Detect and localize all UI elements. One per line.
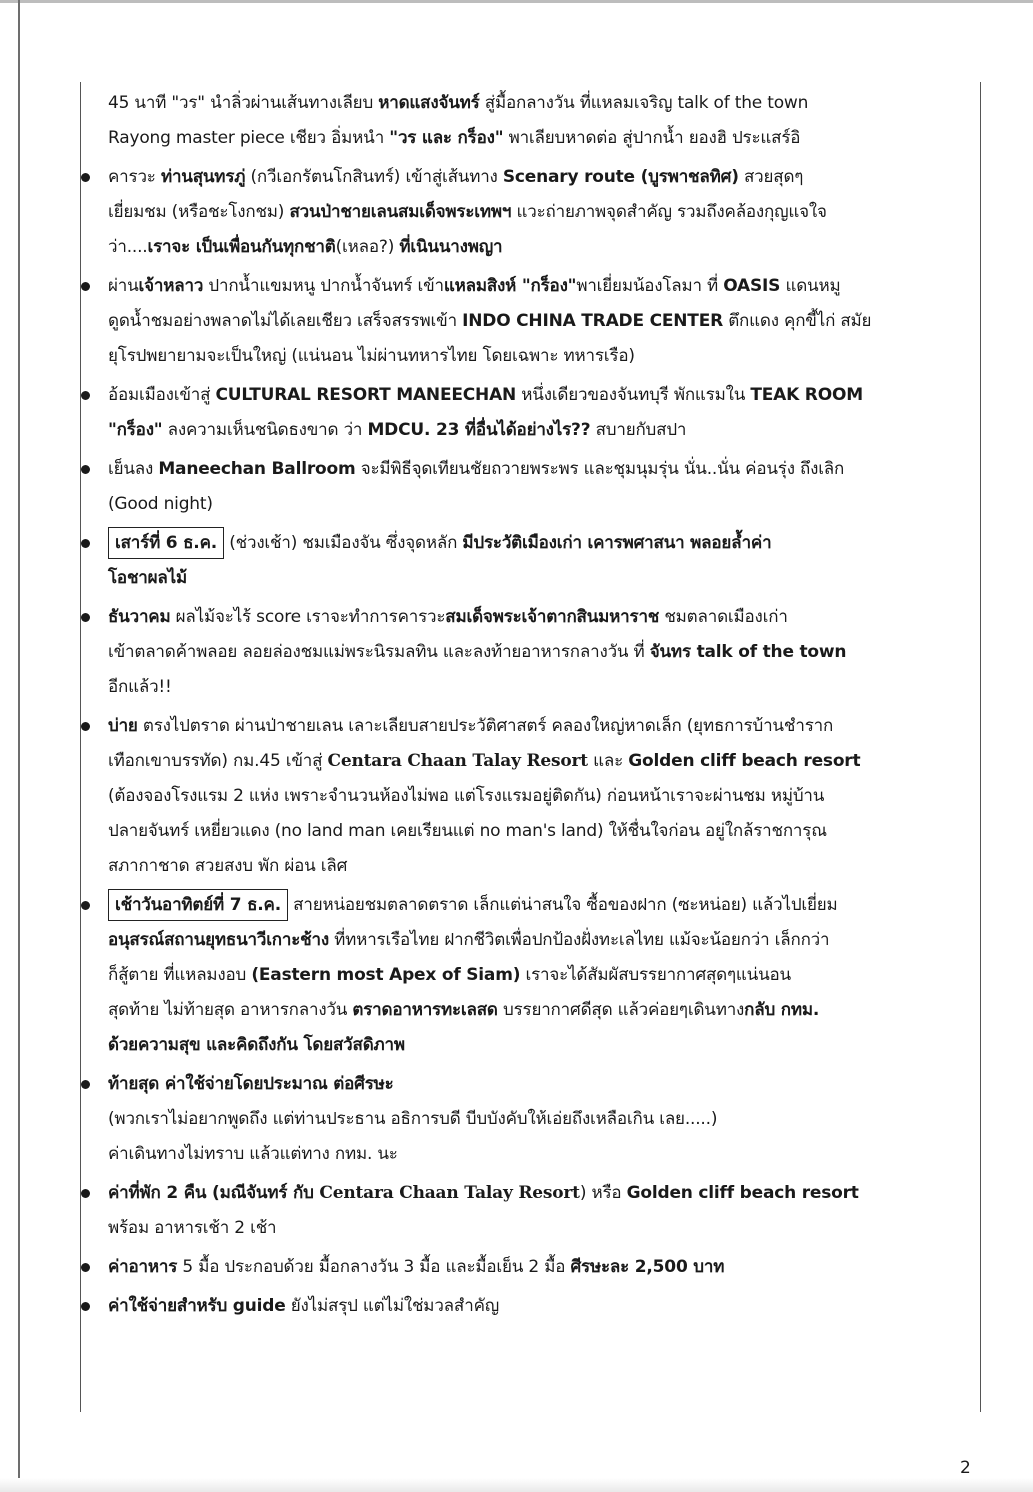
text-run: แวะถ่ายภาพจุดสำคัญ รวมถึงคล้องกุญแจใจ	[511, 202, 827, 222]
text-run: ยุโรปพยายามจะเป็นใหญ่ (แน่นอน ไม่ผ่านทหารไทย โดยเฉพาะ ทหารเรือ)	[108, 346, 635, 366]
text-run: (Eastern most Apex of Siam)	[251, 965, 521, 985]
text-run: ลงความเห็นชนิดธงขาด ว่า	[162, 420, 368, 440]
text-run: บรรยากาศดีสุด แล้วค่อยๆเดินทาง	[497, 1000, 745, 1020]
text-line	[108, 923, 958, 958]
text-run: ดูดน้ำชมอย่างพลาดไม่ได้เลยเชียว เสร็จสรรพเข้า	[108, 311, 463, 331]
text-run: จะมีพิธีจุดเทียนชัยถวายพระพร และชุมนุมรุ่น นั่น..นั่น ค่อนรุ่ง ถึงเลิก	[355, 459, 845, 479]
text-run: บ่าย	[108, 716, 138, 736]
document-body	[78, 86, 958, 1324]
text-run: สายหน่อยชมตลาดตราด เล็กแต่น่าสนใจ ซื้อของฝาก (ซะหน่อย) แล้วไปเยี่ยม	[287, 895, 838, 915]
text-run: TEAK ROOM	[750, 385, 863, 405]
text-run: ตึกแดง คุกขี้ไก่ สมัย	[723, 311, 872, 331]
text-line	[108, 744, 958, 779]
text-line	[108, 670, 958, 705]
page-top-edge	[0, 0, 1033, 3]
text-line	[108, 487, 958, 522]
text-run: เจ้าหลาว	[138, 276, 204, 296]
text-line	[108, 1176, 958, 1211]
text-run: สมเด็จพระเจ้าตากสินมหาราช	[445, 607, 660, 627]
text-run: MDCU. 23 ที่อื่นได้อย่างไร??	[367, 420, 591, 440]
text-run: จันทร talk of the town	[649, 642, 847, 662]
bullet-item	[78, 269, 958, 374]
text-run: ปากน้ำแขมหนู ปากน้ำจันทร์ เข้า	[203, 276, 444, 296]
bullet-item	[78, 1289, 958, 1324]
date-box: เช้าวันอาทิตย์ที่ 7 ธ.ค.	[108, 889, 288, 921]
scan-bottom-edge	[0, 1478, 1033, 1492]
bullet-item	[78, 1250, 958, 1285]
text-run: (ช่วงเช้า) ชมเมืองจัน ซึ่งจุดหลัก	[224, 533, 463, 553]
text-run: (ต้องจองโรงแรม 2 แห่ง เพราะจำนวนห้องไม่พอ แต่โรงแรมอยู่ติดกัน) ก่อนหน้าเราจะผ่านชม หมู่บ้าน	[108, 786, 825, 806]
text-line	[108, 1067, 958, 1102]
text-run: เทือกเขาบรรทัด) กม.45 เข้าสู่	[108, 751, 328, 771]
text-run: ผลไม้จะไร้ score เราจะทำการคารวะ	[170, 607, 446, 627]
text-run: Golden cliff beach resort	[626, 1183, 859, 1203]
text-run: โอชาผลไม้	[108, 568, 187, 588]
text-line	[108, 1028, 958, 1063]
text-run: เราจะ เป็นเพื่อนกันทุกชาติ	[147, 237, 336, 257]
text-run: ปลายจันทร์ เหยี่ยวแดง (no land man เคยเรียนแต่ no man's land) ให้ชื่นใจก่อน อยู่ใกล้ราชการุณ	[108, 821, 827, 841]
text-run: "วร และ กร็อง"	[389, 128, 504, 148]
text-run: อ้อมเมืองเข้าสู่	[108, 385, 216, 405]
bullet-dot-icon	[81, 1302, 90, 1311]
text-run: อนุสรณ์สถานยุทธนาวีเกาะช้าง	[108, 930, 329, 950]
text-line	[108, 121, 958, 156]
text-run: สบายกับสปา	[590, 420, 687, 440]
bullet-item	[78, 709, 958, 884]
text-run: แดนหมู	[780, 276, 841, 296]
bullet-item	[78, 1067, 958, 1172]
text-run: ที่เนินนางพญา	[399, 237, 503, 257]
text-run: ) หรือ	[579, 1183, 627, 1203]
text-line	[108, 452, 958, 487]
bullet-dot-icon	[81, 465, 90, 474]
text-run: ค่าอาหาร	[108, 1257, 178, 1277]
text-run: 45 นาที "วร" นำลิ่วผ่านเส้นทางเลียบ	[108, 93, 379, 113]
text-run: INDO CHINA TRADE CENTER	[462, 311, 723, 331]
text-line	[108, 779, 958, 814]
text-run: ท่านสุนทรภู่	[160, 167, 246, 187]
text-run: ที่ทหารเรือไทย ฝากชีวิตเพื่อปกป้องฝั่งทะเลไทย แม้จะน้อยกว่า เล็กกว่า	[328, 930, 830, 950]
text-line	[108, 888, 958, 923]
text-line	[108, 709, 958, 744]
bullet-item	[78, 452, 958, 522]
bullet-item	[78, 160, 958, 265]
text-run: อีกแล้ว!!	[108, 677, 172, 697]
text-run: ค่าใช้จ่ายสำหรับ guide	[108, 1296, 286, 1316]
bullet-item	[78, 888, 958, 1063]
text-line	[108, 635, 958, 670]
text-run: สู่มื้อกลางวัน ที่แหลมเจริญ talk of the town	[479, 93, 809, 113]
text-line	[108, 269, 958, 304]
text-run: และ	[587, 751, 629, 771]
text-line	[108, 526, 958, 561]
text-line	[108, 86, 958, 121]
bullet-dot-icon	[81, 1080, 90, 1089]
text-line	[108, 1102, 958, 1137]
text-line	[108, 561, 958, 596]
intro-paragraph	[108, 86, 958, 156]
text-line	[108, 600, 958, 635]
text-line	[108, 993, 958, 1028]
bullet-item	[78, 378, 958, 448]
text-line	[108, 230, 958, 265]
date-box: เสาร์ที่ 6 ธ.ค.	[108, 527, 224, 559]
text-line	[108, 195, 958, 230]
text-run: ชมตลาดเมืองเก่า	[659, 607, 788, 627]
bullet-dot-icon	[81, 173, 90, 182]
text-run: (กวีเอกรัตนโกสินทร์) เข้าสู่เส้นทาง	[245, 167, 503, 187]
text-line	[108, 304, 958, 339]
text-run: คารวะ	[108, 167, 161, 187]
text-run: ยังไม่สรุป แต่ไม่ใช่มวลสำคัญ	[285, 1296, 500, 1316]
text-run: Rayong master piece เชียว อิ่มหนำ	[108, 128, 390, 148]
text-line	[108, 1137, 958, 1172]
text-run: OASIS	[723, 276, 781, 296]
bullet-item	[78, 600, 958, 705]
right-margin-rule	[980, 82, 981, 1412]
text-run: ธันวาคม	[108, 607, 171, 627]
text-line	[108, 378, 958, 413]
text-run: ผ่าน	[108, 276, 139, 296]
text-line	[108, 849, 958, 884]
bullet-item	[78, 526, 958, 596]
text-run: สุดท้าย ไม่ท้ายสุด อาหารกลางวัน	[108, 1000, 353, 1020]
text-run: หาดแสงจันทร์	[378, 93, 480, 113]
text-line	[108, 1289, 958, 1324]
text-run: มีประวัติเมืองเก่า เคารพศาสนา พลอยล้ำค่า	[462, 533, 772, 553]
text-run: เราจะได้สัมผัสบรรยากาศสุดๆแน่นอน	[520, 965, 791, 985]
bullet-dot-icon	[81, 613, 90, 622]
text-run: ด้วยความสุข และคิดถึงกัน โดยสวัสดิภาพ	[108, 1035, 405, 1055]
text-line	[108, 160, 958, 195]
text-run: Maneechan Ballroom	[158, 459, 356, 479]
text-run: พร้อม อาหารเช้า 2 เช้า	[108, 1218, 277, 1238]
text-run: ค่าเดินทางไม่ทราบ แล้วแต่ทาง กทม. นะ	[108, 1144, 398, 1164]
text-run: ก็สู้ตาย ที่แหลมงอบ	[108, 965, 252, 985]
text-line	[108, 1211, 958, 1246]
text-run: (พวกเราไม่อยากพูดถึง แต่ท่านประธาน อธิการบดี บีบบังคับให้เอ่ยถึงเหลือเกิน เลย.....)	[108, 1109, 718, 1129]
text-line	[108, 1250, 958, 1285]
scan-left-edge	[18, 0, 20, 1492]
text-run: (เหลอ?)	[335, 237, 400, 257]
text-run: "กร็อง"	[108, 420, 163, 440]
text-run: พาเลียบหาดต่อ สู่ปากน้ำ ยองฮิ ประแสร์อิ	[503, 128, 801, 148]
text-line	[108, 339, 958, 374]
bullet-dot-icon	[81, 722, 90, 731]
text-line	[108, 958, 958, 993]
text-run: สภากาชาด สวยสงบ พัก ผ่อน เลิศ	[108, 856, 348, 876]
text-run: (Good night)	[108, 494, 213, 514]
text-run: ตรงไปตราด ผ่านป่าชายเลน เลาะเลียบสายประวัติศาสตร์ คลองใหญ่หาดเล็ก (ยุทธการบ้านชำราก	[137, 716, 834, 736]
text-run: Golden cliff beach resort	[628, 751, 861, 771]
bullet-dot-icon	[81, 901, 90, 910]
text-run: หนึ่งเดียวของจันทบุรี พักแรมใน	[516, 385, 751, 405]
text-run: สวยสุดๆ	[738, 167, 804, 187]
text-run: Centara Chaan Talay Resort	[327, 751, 588, 771]
bullet-item	[78, 1176, 958, 1246]
text-run: พาเยี่ยมน้องโลมา ที่	[576, 276, 724, 296]
text-run: CULTURAL RESORT MANEECHAN	[215, 385, 517, 405]
text-run: เย็นลง	[108, 459, 159, 479]
text-run: ค่าที่พัก 2 คืน (มณีจันทร์ กับ	[108, 1183, 320, 1203]
text-run: Scenary route (บูรพาชลทิศ)	[502, 167, 739, 187]
bullet-dot-icon	[81, 539, 90, 548]
text-run: ท้ายสุด ค่าใช้จ่ายโดยประมาณ ต่อศีรษะ	[108, 1074, 394, 1094]
bullet-dot-icon	[81, 391, 90, 400]
text-line	[108, 413, 958, 448]
bullet-dot-icon	[81, 1189, 90, 1198]
text-run: ตราดอาหารทะเลสด	[352, 1000, 498, 1020]
text-run: แหลมสิงห์ "กร็อง"	[443, 276, 577, 296]
text-run: สวนป่าชายเลนสมเด็จพระเทพฯ	[289, 202, 512, 222]
text-run: 5 มื้อ ประกอบด้วย มื้อกลางวัน 3 มื้อ และมื้อเย็น 2 มื้อ	[177, 1257, 571, 1277]
text-line	[108, 814, 958, 849]
page-number: 2	[960, 1458, 971, 1478]
text-run: ว่า....	[108, 237, 148, 257]
text-run: เข้าตลาดค้าพลอย ลอยล่องชมแม่พระนิรมลทิน และลงท้ายอาหารกลางวัน ที่	[108, 642, 650, 662]
text-run: เยี่ยมชม (หรือชะโงกชม)	[108, 202, 290, 222]
text-run: Centara Chaan Talay Resort	[319, 1183, 580, 1203]
bullet-dot-icon	[81, 1263, 90, 1272]
text-run: ศีรษะละ 2,500 บาท	[570, 1257, 725, 1277]
text-run: กลับ กทม.	[744, 1000, 820, 1020]
bullet-dot-icon	[81, 282, 90, 291]
